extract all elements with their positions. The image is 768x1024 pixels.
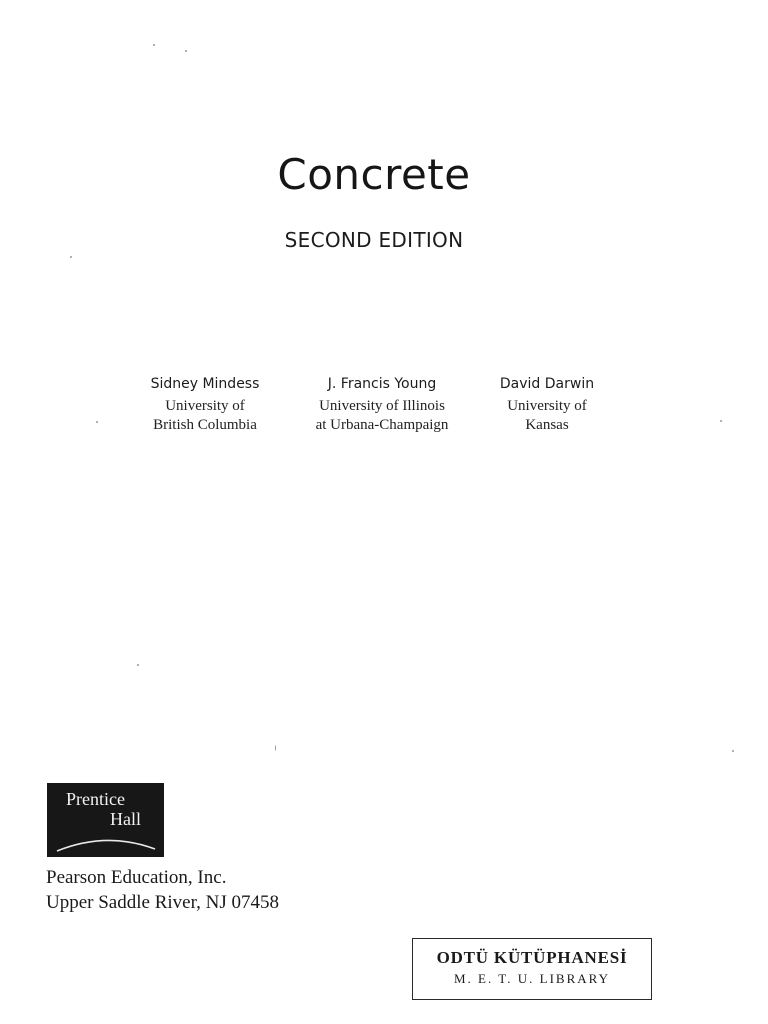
scan-speck <box>137 664 139 666</box>
affiliation-line: University of <box>165 398 245 414</box>
scan-speck <box>185 50 187 52</box>
affiliation-line: Kansas <box>525 417 569 433</box>
logo-text-line: Hall <box>110 809 141 829</box>
affiliation-line: University of Illinois <box>319 398 445 414</box>
library-stamp <box>412 938 652 1000</box>
scan-speck <box>720 420 722 422</box>
publisher-address: Upper Saddle River, NJ 07458 <box>46 892 280 913</box>
scan-speck <box>70 256 72 258</box>
author-name: Sidney Mindess <box>150 376 260 392</box>
logo-text-line: Prentice <box>66 789 125 809</box>
book-edition: SECOND EDITION <box>284 228 464 252</box>
author-name: David Darwin <box>499 376 595 392</box>
scan-speck <box>96 421 98 423</box>
stamp-line: ODTÜ KÜTÜPHANESİ <box>436 948 628 967</box>
author-affiliation <box>105 397 305 435</box>
scan-speck <box>732 750 734 752</box>
book-title: Concrete <box>277 150 471 199</box>
author-block <box>105 374 305 435</box>
affiliation-line: University of <box>507 398 587 414</box>
author-name: J. Francis Young <box>327 376 437 392</box>
publisher-name: Pearson Education, Inc. <box>46 867 227 888</box>
author-affiliation <box>447 397 647 435</box>
author-block <box>447 374 647 435</box>
affiliation-line: British Columbia <box>153 417 257 433</box>
scan-speck <box>153 44 155 46</box>
stamp-line: M. E. T. U. LIBRARY <box>454 971 610 986</box>
affiliation-line: at Urbana-Champaign <box>315 417 449 433</box>
publisher-logo <box>47 783 164 857</box>
scan-speck <box>275 745 276 751</box>
